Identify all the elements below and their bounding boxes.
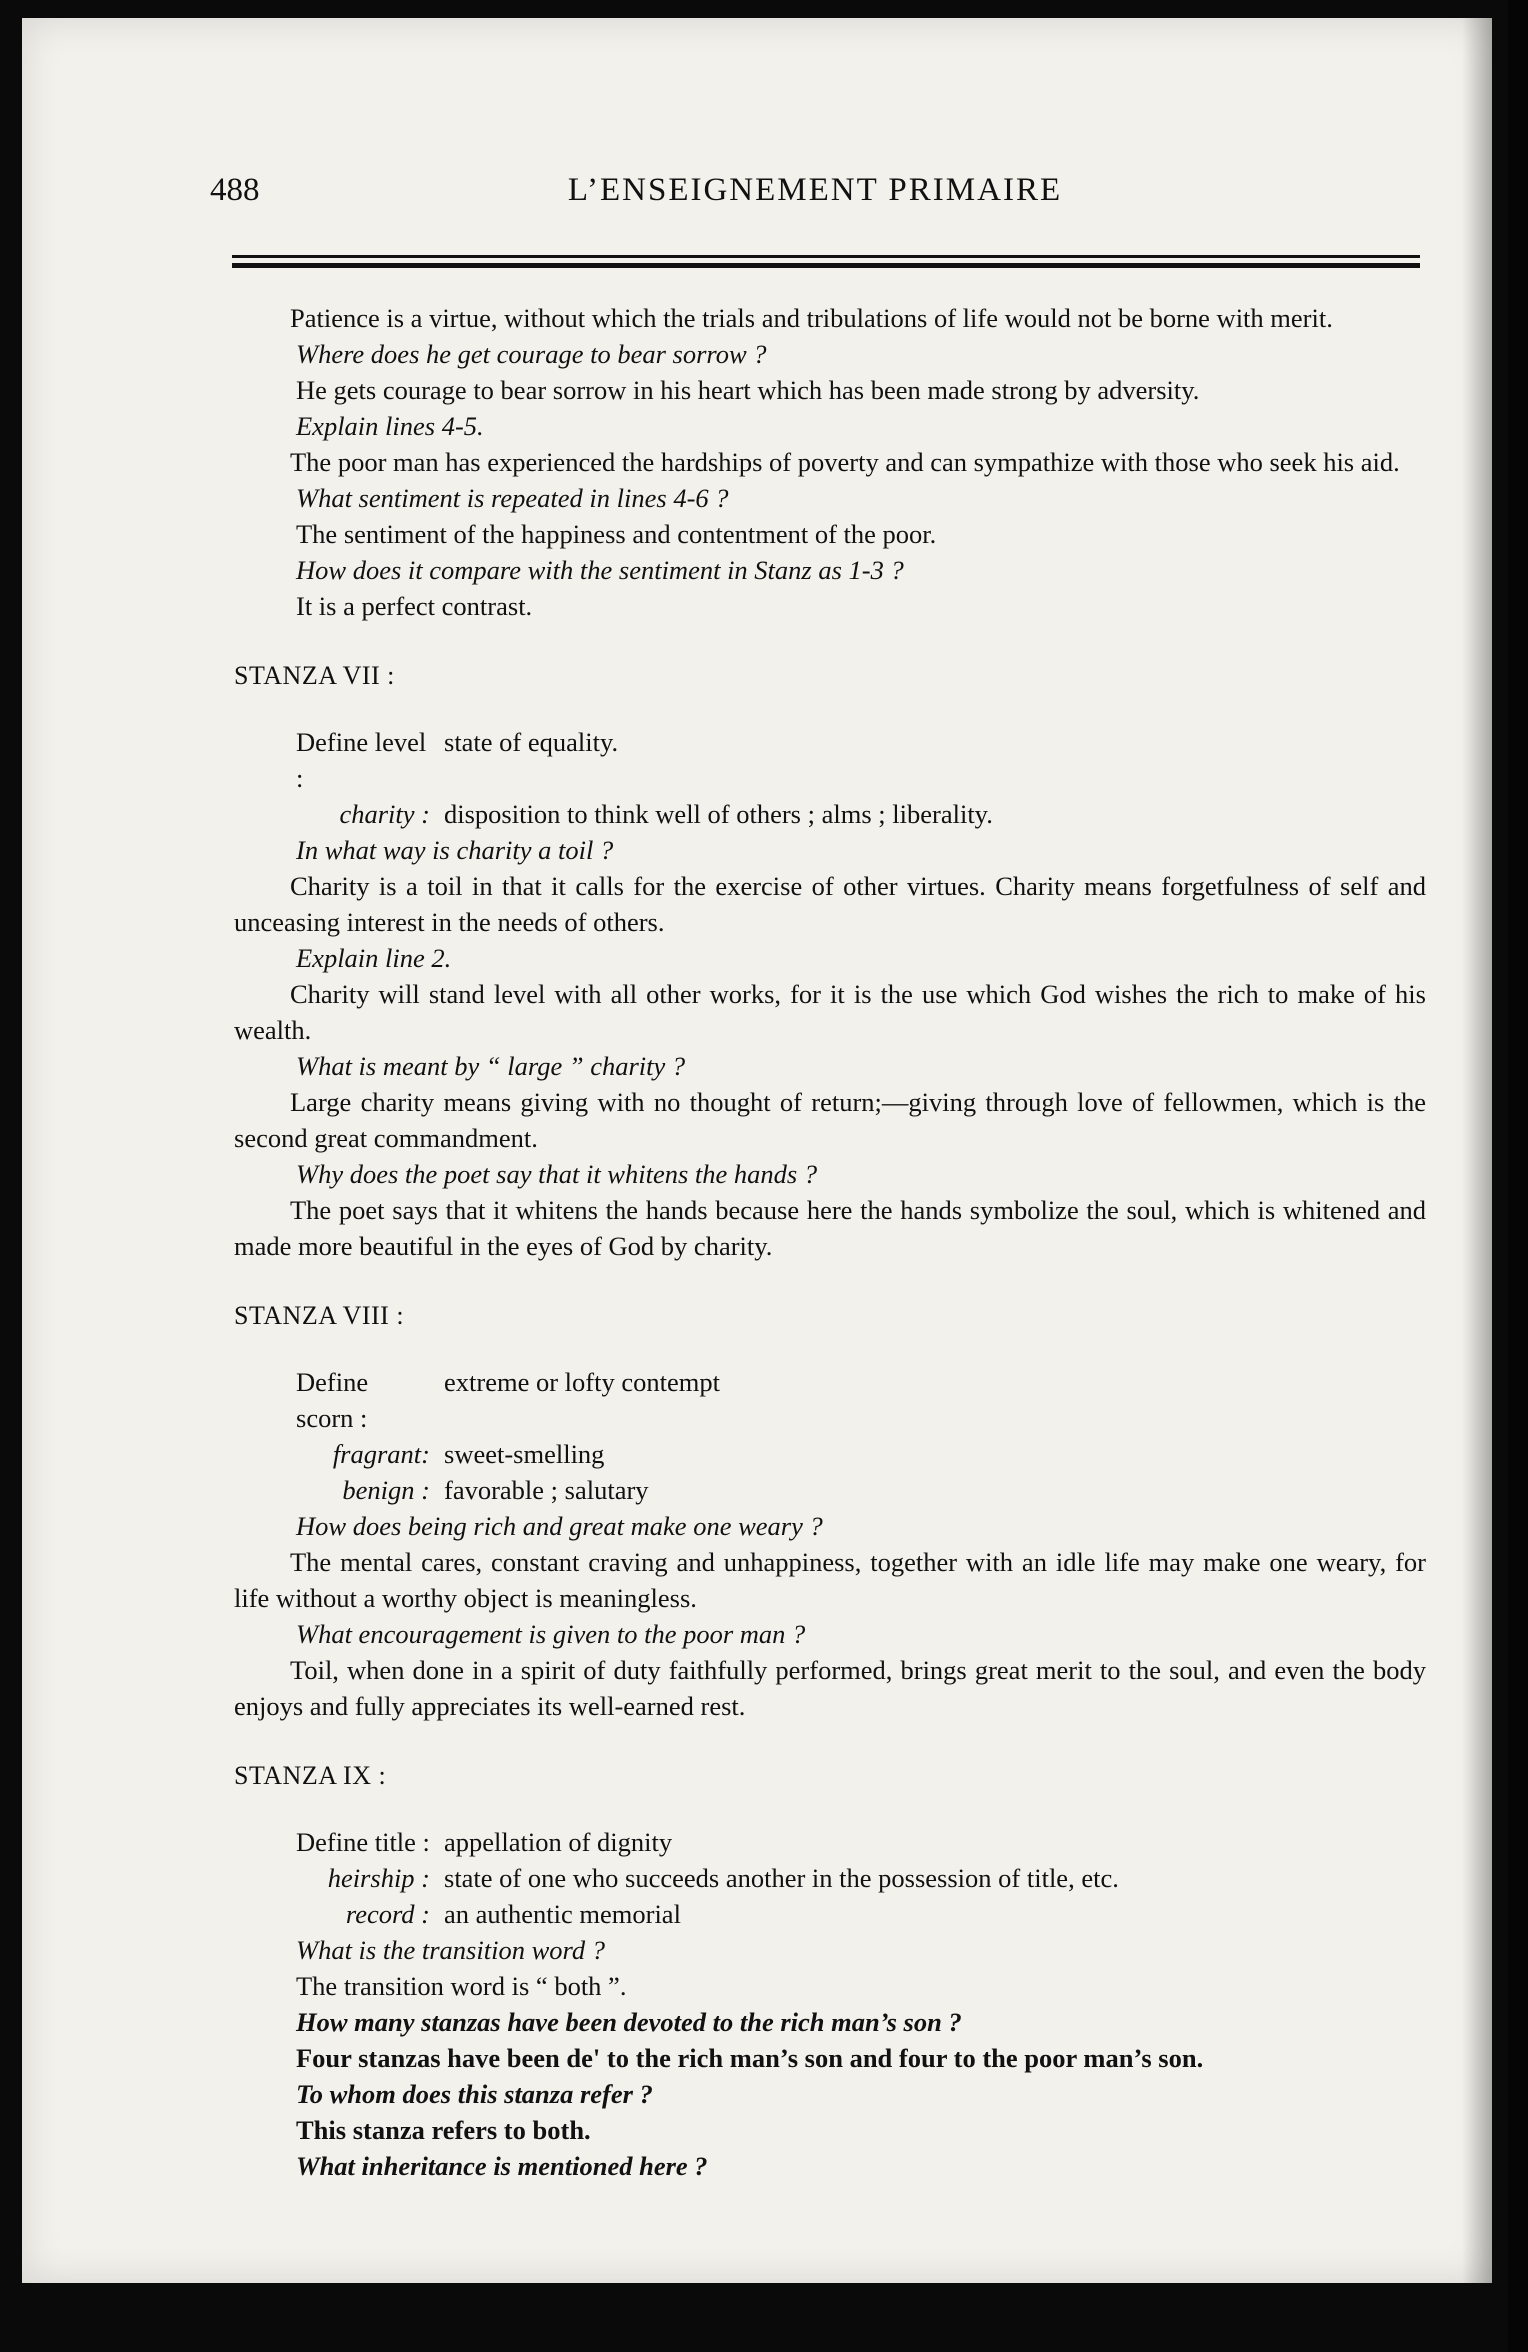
definition-row (234, 796, 1426, 832)
stanza-heading: STANZA IX : (234, 1761, 387, 1790)
running-title: L’ENSEIGNEMENT PRIMAIRE (567, 172, 1063, 208)
page-body (234, 300, 1426, 2184)
definition-row (234, 1860, 1426, 1896)
header-rule-thin (232, 255, 1420, 258)
answer-line: This stanza refers to both. (296, 2115, 591, 2145)
definition-term: fragrant: (332, 1439, 430, 1469)
answer-line: The sentiment of the happiness and contentment of the poor. (296, 519, 937, 549)
answer-paragraph: Toil, when done in a spirit of duty faithfully performed, brings great merit to the soul, and even the body enjoys and fully appreciates its well-earned rest. (234, 1655, 1426, 1721)
answer-paragraph: The mental cares, constant craving and unhappiness, together with an idle life may make one weary, for life without a worthy object is meaningless. (234, 1547, 1426, 1613)
definition-text: extreme or lofty contempt (444, 1367, 720, 1397)
question-line: How does being rich and great make one weary ? (296, 1511, 823, 1541)
question-line: To whom does this stanza refer ? (296, 2079, 653, 2109)
question-line: Where does he get courage to bear sorrow ? (296, 339, 767, 369)
definition-text: disposition to think well of others ; alms ; liberality. (444, 799, 993, 829)
question-line: What is meant by “ large ” charity ? (296, 1051, 686, 1081)
definition-term: heirship : (327, 1863, 430, 1893)
question-line: What is the transition word ? (296, 1935, 605, 1965)
question-line: How does it compare with the sentiment in Stanz as 1-3 ? (296, 555, 904, 585)
definition-row (234, 1436, 1426, 1472)
definition-text: sweet-smelling (444, 1439, 605, 1469)
answer-paragraph: The poet says that it whitens the hands because here the hands symbolize the soul, which is whitened and made more beautiful in the eyes of God by charity. (234, 1195, 1426, 1261)
answer-paragraph: Charity is a toil in that it calls for the exercise of other virtues. Charity means forgetfulness of self and unceasing interest in the needs of others. (234, 871, 1426, 937)
answer-line: The transition word is “ both ”. (296, 1971, 627, 2001)
question-line: What encouragement is given to the poor man ? (296, 1619, 806, 1649)
answer-line: It is a perfect contrast. (296, 591, 533, 621)
definition-term: charity : (339, 799, 430, 829)
question-line: In what way is charity a toil ? (296, 835, 614, 865)
definition-row (234, 1896, 1426, 1932)
definition-term: Define title : (296, 1827, 430, 1857)
answer-paragraph: Charity will stand level with all other works, for it is the use which God wishes the rich to make of his wealth. (234, 979, 1426, 1045)
definition-term: Define level : (296, 727, 427, 793)
definition-text: state of one who succeeds another in the possession of title, etc. (444, 1863, 1119, 1893)
question-line: What inheritance is mentioned here ? (296, 2151, 708, 2181)
question-line: What sentiment is repeated in lines 4-6 ? (296, 483, 729, 513)
definition-row (234, 1364, 1426, 1436)
definition-term: record : (345, 1899, 430, 1929)
definition-text: favorable ; salutary (444, 1475, 649, 1505)
question-line: Explain line 2. (296, 943, 452, 973)
answer-paragraph: The poor man has experienced the hardships of poverty and can sympathize with those who seek his aid. (290, 447, 1400, 477)
definition-text: an authentic memorial (444, 1899, 681, 1929)
answer-line: He gets courage to bear sorrow in his heart which has been made strong by adversity. (296, 375, 1200, 405)
definition-row (234, 724, 1426, 796)
question-line: Explain lines 4-5. (296, 411, 484, 441)
page-header (210, 172, 1420, 212)
answer-line: Four stanzas have been de' to the rich man’s son and four to the poor man’s son. (296, 2043, 1204, 2073)
definition-text: appellation of dignity (444, 1827, 673, 1857)
definition-row (234, 1472, 1426, 1508)
definition-term: benign : (342, 1475, 430, 1505)
scan-edge (1508, 0, 1528, 2352)
definition-row (234, 1824, 1426, 1860)
stanza-heading: STANZA VII : (234, 661, 395, 690)
question-line: Why does the poet say that it whitens the hands ? (296, 1159, 818, 1189)
answer-paragraph: Large charity means giving with no thought of return;—giving through love of fellowmen, which is the second great commandment. (234, 1087, 1426, 1153)
definition-term: Define scorn : (296, 1367, 369, 1433)
stanza-heading: STANZA VIII : (234, 1301, 405, 1330)
header-rule-thick (232, 263, 1420, 268)
question-line: How many stanzas have been devoted to the rich man’s son ? (296, 2007, 962, 2037)
page-number: 488 (210, 172, 260, 208)
definition-text: state of equality. (444, 727, 619, 757)
answer-paragraph: Patience is a virtue, without which the trials and tribulations of life would not be borne with merit. (290, 303, 1333, 333)
